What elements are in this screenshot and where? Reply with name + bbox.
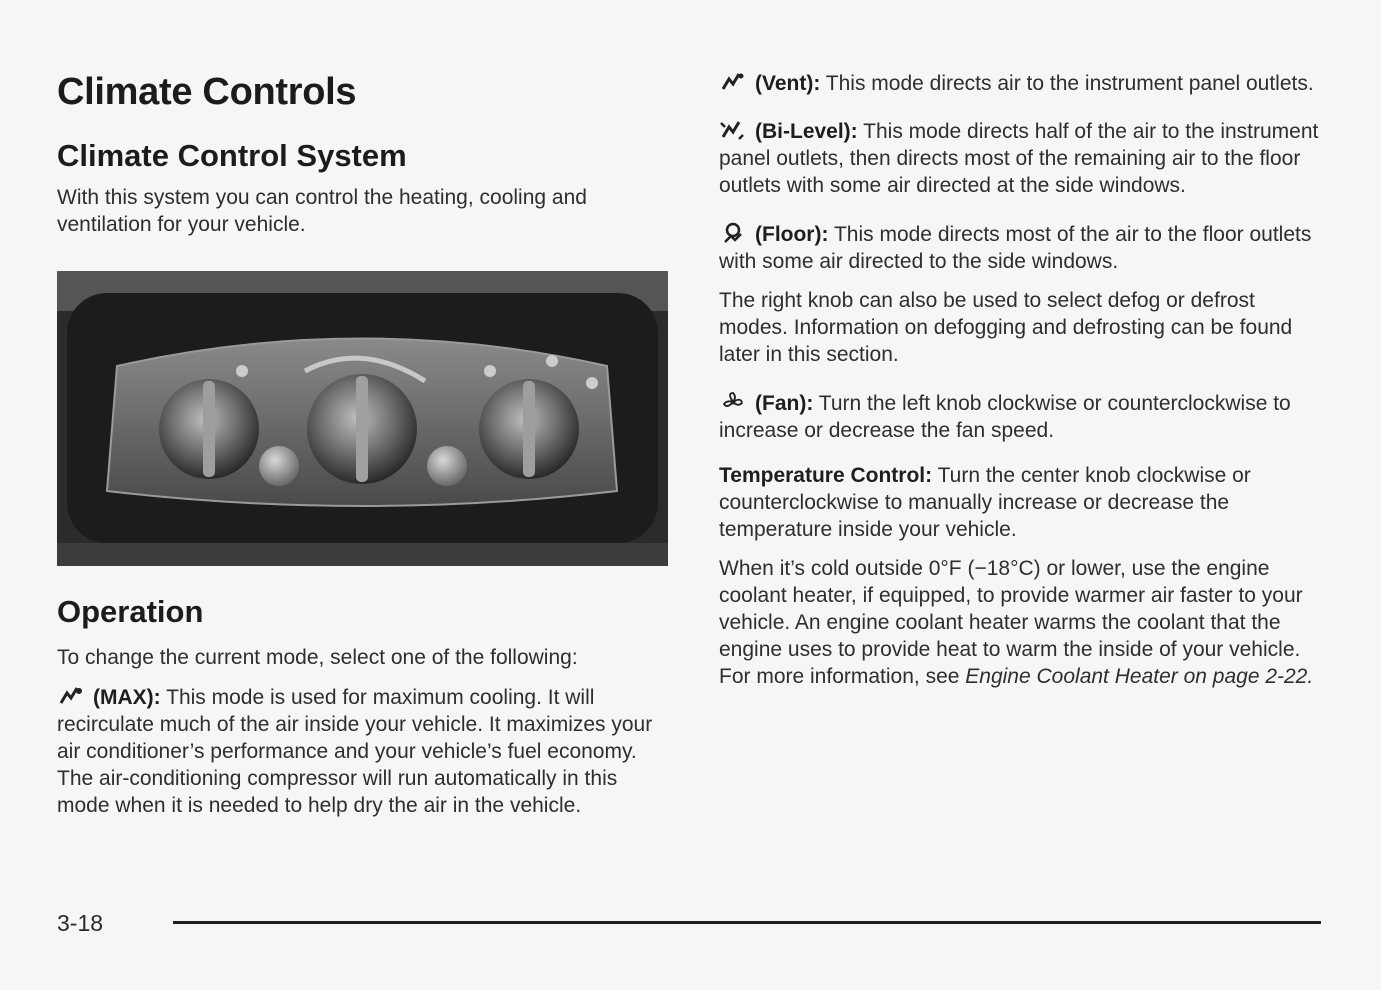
- max-mode-icon: [57, 685, 85, 707]
- max-mode-paragraph: [57, 684, 672, 819]
- right-column: [719, 70, 1329, 690]
- vent-mode-label: (Vent):: [755, 72, 821, 95]
- vent-mode-icon: [719, 71, 747, 93]
- operation-intro: To change the current mode, select one of the following:: [57, 646, 578, 669]
- fan-text: Turn the left knob clockwise or counterclockwise to increase or decrease the fan speed.: [719, 392, 1291, 442]
- page-number: 3-18: [57, 910, 104, 936]
- fan-paragraph: [719, 390, 1329, 444]
- temperature-control-text: Turn the center knob clockwise or counterclockwise to manually increase or decrease the temperature inside your vehicle.: [719, 464, 1251, 541]
- ac-button[interactable]: [427, 446, 467, 486]
- vent-mode-paragraph: [719, 70, 1329, 97]
- intro-paragraph: With this system you can control the heating, cooling and ventilation for your vehicle.: [57, 186, 587, 236]
- engine-coolant-heater-reference[interactable]: Engine Coolant Heater on page 2-22.: [965, 665, 1314, 688]
- max-mode-text: This mode is used for maximum cooling. It will recirculate much of the air inside your vehicle. It maximizes your air conditioner’s performance and your vehicle’s fuel economy. The air-conditioning compressor will run automatically in this mode when it is needed to help dry the air in the vehicle.: [57, 686, 653, 817]
- fan-icon: [719, 391, 747, 413]
- climate-control-panel-photo: [57, 271, 668, 566]
- max-mode-label: (MAX):: [93, 686, 161, 709]
- cold-weather-text: When it’s cold outside 0°F (−18°C) or lower, use the engine coolant heater, if equipped, to provide warmer air faster to your vehicle. An engine coolant heater warms the coolant that the engine uses to provide heat to warm the inside of your vehicle. For more information, see: [719, 557, 1303, 688]
- vent-mode-text: This mode directs air to the instrument panel outlets.: [825, 72, 1314, 95]
- section-title-operation: Operation: [57, 594, 204, 629]
- footer-rule: [173, 921, 1321, 924]
- fan-label: (Fan):: [755, 392, 814, 415]
- cold-weather-paragraph: [719, 555, 1329, 690]
- bilevel-mode-text: This mode directs half of the air to the instrument panel outlets, then directs most of the remaining air to the floor outlets with some air directed at the side windows.: [719, 120, 1319, 197]
- operation-section: [57, 592, 677, 819]
- page-title: Climate Controls: [57, 71, 357, 113]
- floor-mode-text: This mode directs most of the air to the floor outlets with some air directed to the side windows.: [719, 223, 1312, 273]
- floor-mode-icon: [719, 222, 747, 244]
- floor-mode-label: (Floor):: [755, 223, 829, 246]
- floor-mode-paragraph: [719, 221, 1329, 275]
- section-title-climate-control-system: Climate Control System: [57, 138, 407, 173]
- recirc-button[interactable]: [259, 446, 299, 486]
- bilevel-mode-paragraph: [719, 118, 1329, 199]
- defog-paragraph: The right knob can also be used to select defog or defrost modes. Information on defogging and defrosting can be found later in this section.: [719, 289, 1293, 366]
- temperature-control-label: Temperature Control:: [719, 464, 933, 487]
- control-panel-illustration: [57, 271, 668, 566]
- bilevel-mode-label: (Bi-Level):: [755, 120, 858, 143]
- left-column: [57, 60, 677, 238]
- temperature-control-paragraph: [719, 462, 1329, 543]
- bilevel-mode-icon: [719, 119, 747, 141]
